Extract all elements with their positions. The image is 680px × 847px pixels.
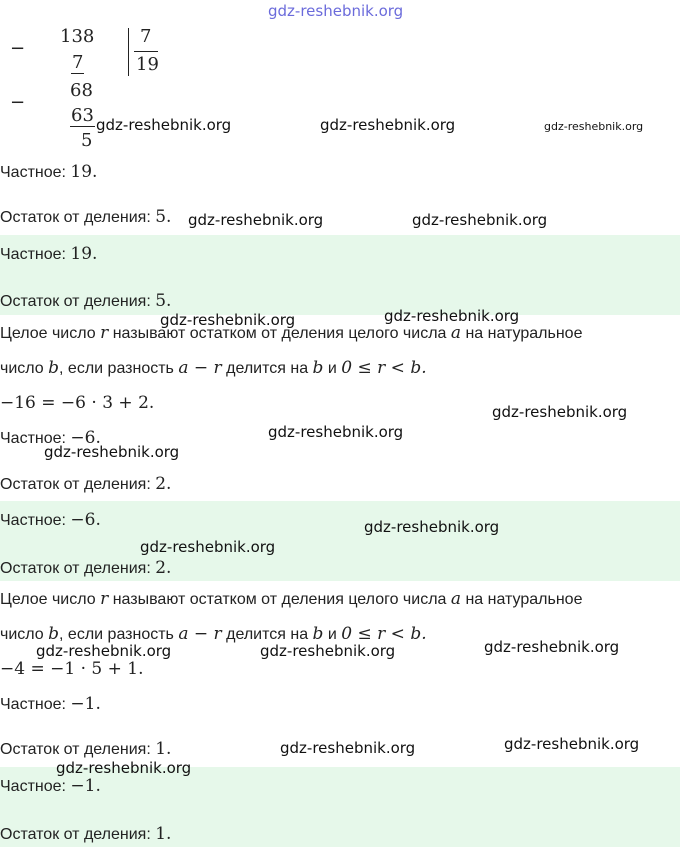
watermark: gdz-reshebnik.org xyxy=(96,116,232,134)
answer-remainder-line xyxy=(0,824,171,844)
definition-text: число xyxy=(0,626,44,643)
watermark: gdz-reshebnik.org xyxy=(492,403,628,421)
quotient-line xyxy=(0,162,97,182)
variable-b: b xyxy=(48,624,60,644)
answer-box-2 xyxy=(0,501,680,581)
variable-r: r xyxy=(100,323,109,343)
dividend: 138 xyxy=(60,26,95,47)
final-remainder: 5 xyxy=(81,130,93,151)
watermark: gdz-reshebnik.org xyxy=(412,211,548,229)
watermark: gdz-reshebnik.org xyxy=(140,538,276,556)
divisor: 7 xyxy=(140,26,152,47)
inequality: 0 ≤ r < b. xyxy=(341,624,427,644)
remainder-line xyxy=(0,207,171,227)
watermark: gdz-reshebnik.org xyxy=(504,735,640,753)
definition-text: на натуральное xyxy=(465,325,583,342)
difference-expression: a − r xyxy=(178,358,222,378)
variable-b: b xyxy=(48,358,60,378)
definition-line-1 xyxy=(0,589,582,609)
answer-remainder-label: Остаток от деления: xyxy=(0,826,151,843)
watermark: gdz-reshebnik.org xyxy=(188,211,324,229)
definition-line-1 xyxy=(0,323,582,343)
definition-text: и xyxy=(327,360,337,377)
answer-remainder-line xyxy=(0,558,171,578)
division-bracket xyxy=(128,28,129,76)
inequality: 0 ≤ r < b. xyxy=(341,358,427,378)
definition-text: называют остатком от деления целого числа xyxy=(112,325,447,342)
definition-text: число xyxy=(0,360,44,377)
remainder-line-2 xyxy=(0,474,171,494)
definition-line-2 xyxy=(0,358,427,378)
answer-remainder-value: 5. xyxy=(155,291,172,311)
definition-line-2 xyxy=(0,624,427,644)
variable-b: b xyxy=(312,624,324,644)
answer-quotient-value: 19. xyxy=(70,244,98,264)
definition-text: делится на xyxy=(226,360,309,377)
answer-quotient-label: Частное: xyxy=(0,246,66,263)
watermark: gdz-reshebnik.org xyxy=(384,307,520,325)
equation-2: −16 = −6 · 3 + 2. xyxy=(0,393,155,413)
quotient-label: Частное: xyxy=(0,430,66,447)
watermark: gdz-reshebnik.org xyxy=(160,311,296,329)
definition-text: делится на xyxy=(226,626,309,643)
remainder-line-3 xyxy=(0,739,171,759)
answer-remainder-label: Остаток от деления: xyxy=(0,293,151,310)
equation-3: −4 = −1 · 5 + 1. xyxy=(0,659,144,679)
watermark: gdz-reshebnik.org xyxy=(44,443,180,461)
partial-remainder: 68 xyxy=(70,80,93,101)
definition-text: на натуральное xyxy=(465,591,583,608)
watermark: gdz-reshebnik.org xyxy=(364,518,500,536)
quotient-line-3 xyxy=(0,694,101,714)
definition-text: , если разность xyxy=(59,626,174,643)
definition-text: , если разность xyxy=(59,360,174,377)
remainder-value: 2. xyxy=(155,474,172,494)
remainder-label: Остаток от деления: xyxy=(0,741,151,758)
answer-box-3 xyxy=(0,767,680,847)
answer-quotient-value: −6. xyxy=(70,510,101,530)
divisor-line xyxy=(134,51,158,52)
answer-quotient-value: −1. xyxy=(70,776,101,796)
difference-expression: a − r xyxy=(178,624,222,644)
quotient-value: 19. xyxy=(70,162,98,182)
watermark: gdz-reshebnik.org xyxy=(484,638,620,656)
variable-b: b xyxy=(312,358,324,378)
watermark: gdz-reshebnik.org xyxy=(268,423,404,441)
remainder-value: 1. xyxy=(155,739,172,759)
minus-sign-1: − xyxy=(10,38,26,59)
answer-box-1 xyxy=(0,235,680,315)
answer-remainder-line xyxy=(0,291,171,311)
answer-remainder-value: 2. xyxy=(155,558,172,578)
answer-remainder-value: 1. xyxy=(155,824,172,844)
quotient-value: −6. xyxy=(70,428,101,448)
watermark: gdz-reshebnik.org xyxy=(280,739,416,757)
quotient-label: Частное: xyxy=(0,696,66,713)
answer-quotient-line xyxy=(0,510,101,530)
subtrahend-1: 7 xyxy=(72,52,84,73)
quotient: 19 xyxy=(136,54,159,75)
answer-quotient-line xyxy=(0,244,97,264)
remainder-label: Остаток от деления: xyxy=(0,476,151,493)
watermark: gdz-reshebnik.org xyxy=(36,642,172,660)
answer-quotient-line xyxy=(0,776,101,796)
subtrahend-2: 63 xyxy=(71,105,94,126)
remainder-label: Остаток от деления: xyxy=(0,209,151,226)
definition-text: Целое число xyxy=(0,591,96,608)
watermark: gdz-reshebnik.org xyxy=(320,116,456,134)
variable-a: a xyxy=(450,323,462,343)
answer-quotient-label: Частное: xyxy=(0,512,66,529)
quotient-value: −1. xyxy=(70,694,101,714)
definition-text: Целое число xyxy=(0,325,96,342)
definition-text: называют остатком от деления целого числа xyxy=(112,591,447,608)
variable-r: r xyxy=(100,589,109,609)
definition-text: и xyxy=(327,626,337,643)
watermark: gdz-reshebnik.org xyxy=(56,759,192,777)
answer-quotient-label: Частное: xyxy=(0,778,66,795)
watermark: gdz-reshebnik.org xyxy=(260,642,396,660)
watermark: gdz-reshebnik.org xyxy=(544,120,644,133)
answer-remainder-label: Остаток от деления: xyxy=(0,560,151,577)
minus-sign-2: − xyxy=(10,92,26,113)
variable-a: a xyxy=(450,589,462,609)
watermark-top: gdz-reshebnik.org xyxy=(268,2,404,20)
remainder-value: 5. xyxy=(155,207,172,227)
quotient-label: Частное: xyxy=(0,164,66,181)
